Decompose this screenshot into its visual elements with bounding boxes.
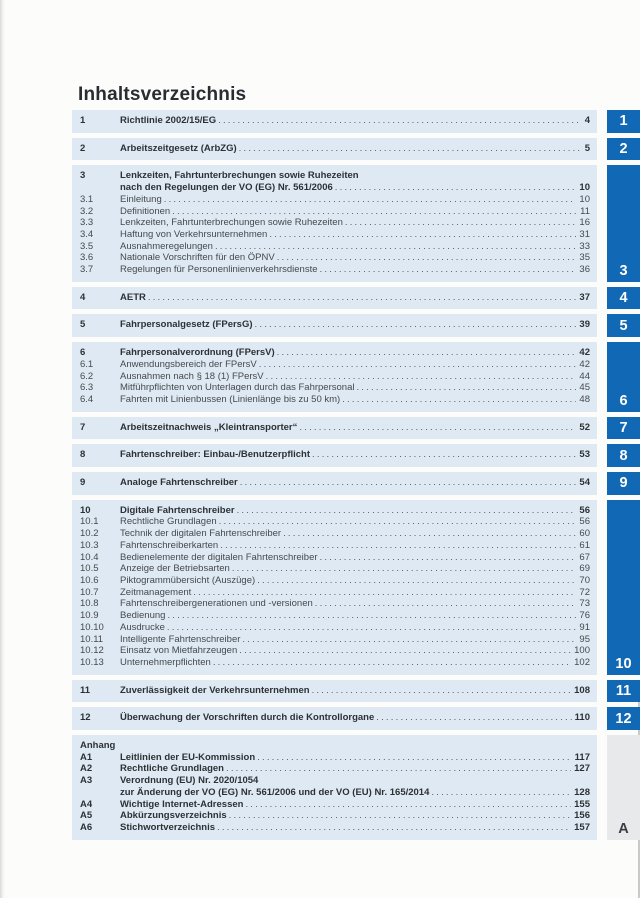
toc-entry-page: 127 [574, 763, 590, 775]
chapter-tab-A [607, 735, 640, 840]
toc-entry-row [80, 587, 590, 599]
toc-entry-row [80, 477, 590, 489]
toc-entry-page: 95 [579, 633, 590, 645]
toc-entry-number: A3 [80, 775, 93, 787]
toc-entry-label: Rechtliche Grundlagen [120, 516, 217, 528]
toc-entry-number: 3.3 [80, 217, 94, 229]
dot-leader [313, 598, 577, 610]
toc-entry-page: 48 [579, 393, 590, 405]
toc-entry-label: Einsatz von Mietfahrzeugen [120, 645, 238, 657]
toc-section-band-1 [72, 110, 597, 133]
chapter-tab-column [607, 0, 640, 898]
toc-entry-page: 10 [579, 182, 590, 194]
toc-entry-page: 16 [579, 217, 590, 229]
toc-entry-page: 117 [574, 751, 590, 763]
toc-entry-page: 155 [574, 798, 590, 810]
toc-entry-page: 31 [579, 228, 590, 240]
chapter-tab-label: 4 [619, 290, 628, 307]
toc-entry-page: 42 [579, 358, 590, 370]
dot-leader [240, 634, 576, 646]
toc-entry-row [80, 347, 590, 359]
dot-leader [230, 563, 577, 575]
chapter-tab-label: 5 [619, 317, 628, 334]
toc-entry-number: 10.3 [80, 539, 99, 551]
toc-entry-page: 35 [579, 252, 590, 264]
toc-entry-number: 9 [80, 477, 86, 489]
dot-leader [253, 319, 577, 331]
chapter-tab-5 [607, 314, 640, 337]
dot-leader [429, 787, 571, 799]
chapter-tab-label: 3 [619, 262, 628, 279]
toc-entry-label: Einleitung [120, 193, 162, 205]
toc-section-band-9 [72, 472, 597, 495]
toc-entry-label: Ausnahmeregelungen [120, 240, 213, 252]
toc-entry-row [80, 787, 590, 799]
toc-entry-label: Definitionen [120, 205, 171, 217]
dot-leader [213, 241, 576, 253]
toc-section-band-2 [72, 138, 597, 161]
toc-entry-number: 3.4 [80, 228, 94, 240]
toc-entry-row [80, 217, 590, 229]
scan-edge-left [0, 0, 5, 898]
chapter-tab-12 [607, 707, 640, 730]
toc-entry-number: 10.6 [80, 574, 99, 586]
chapter-tab-label: 10 [615, 655, 632, 672]
chapter-tab-3 [607, 165, 640, 281]
chapter-tab-9 [607, 472, 640, 495]
toc-entry-row [80, 264, 590, 276]
toc-entry-page: 157 [574, 821, 590, 833]
toc-entry-page: 69 [579, 563, 590, 575]
dot-leader [211, 657, 571, 669]
toc-entry-row [80, 516, 590, 528]
toc-entry-label: Zeitmanagement [120, 586, 192, 598]
toc-entry-page: 60 [579, 528, 590, 540]
toc-entry-number: 3.7 [80, 264, 94, 276]
toc-entry-page: 70 [579, 574, 590, 586]
chapter-tab-8 [607, 444, 640, 467]
toc-entry-page: 100 [574, 645, 590, 657]
dot-leader [216, 115, 582, 127]
toc-entry-page: 4 [584, 115, 590, 126]
toc-entry-number: 10.10 [80, 621, 104, 633]
toc-entry-label: Ausdrucke [120, 621, 165, 633]
toc-section-band-6 [72, 342, 597, 412]
chapter-tab-11 [607, 680, 640, 703]
toc-entry-number: A4 [80, 798, 93, 810]
dot-leader [215, 822, 571, 834]
toc-entry-row [80, 657, 590, 669]
toc-entry-page: 36 [579, 264, 590, 276]
toc-entry-page: 11 [580, 205, 590, 217]
toc-entry-label: Haftung von Verkehrsunternehmen [120, 228, 268, 240]
toc-section-band-10 [72, 500, 597, 675]
dot-leader [275, 252, 577, 264]
toc-entry-number: 10.11 [80, 633, 104, 645]
toc-entry-number: 6.2 [80, 370, 94, 382]
toc-entry-label: Fahrpersonalverordnung (FPersV) [120, 347, 275, 359]
toc-section-band-3 [72, 165, 597, 281]
toc-section-band-11 [72, 680, 597, 703]
toc-entry-label: Lenkzeiten, Fahrtunterbrechungen sowie Ruhezeiten [120, 170, 359, 182]
toc-entry-number: 6.4 [80, 393, 94, 405]
toc-entry-number: 5 [80, 319, 86, 331]
toc-entry-label: Abkürzungsverzeichnis [120, 810, 227, 822]
toc-entry-page: 42 [579, 347, 590, 359]
toc-entry-label: Unternehmerpflichten [120, 656, 211, 668]
toc-entry-page: 52 [579, 421, 590, 433]
toc-entry-label: Anwendungsbereich der FPersV [120, 358, 257, 370]
chapter-tab-1 [607, 110, 640, 133]
toc-entry-number: A6 [80, 821, 93, 833]
toc-entry-number: 10.4 [80, 551, 99, 563]
toc-entry-row [80, 359, 590, 371]
toc-entry-row [80, 371, 590, 383]
chapter-tab-10 [607, 500, 640, 675]
toc-entry-row [80, 752, 590, 764]
toc-entry-label: AETR [120, 291, 146, 303]
toc-entry-number: 6.3 [80, 382, 94, 394]
dot-leader [224, 763, 571, 775]
toc-entry-page: 56 [579, 504, 590, 516]
toc-entry-row [80, 540, 590, 552]
toc-entry-label: Regelungen für Personenlinienverkehrsdienste [120, 264, 318, 276]
dot-leader [235, 505, 577, 517]
toc-entry-row [80, 598, 590, 610]
toc-entry-page: 128 [574, 786, 590, 798]
dot-leader [165, 622, 577, 634]
toc-entry-row [80, 422, 590, 434]
toc-entry-row [80, 775, 590, 787]
dot-leader [237, 143, 582, 155]
toc-entry-row [80, 528, 590, 540]
toc-entry-page: 45 [579, 382, 590, 394]
toc-entry-page: 61 [579, 539, 590, 551]
toc-entry-number: 11 [80, 684, 91, 696]
toc-entry-label: Leitlinien der EU-Kommission [120, 751, 256, 763]
dot-leader [310, 685, 572, 697]
dot-leader [165, 610, 576, 622]
toc-entry-row [80, 810, 590, 822]
dot-leader [227, 810, 572, 822]
toc-entry-label: nach den Regelungen der VO (EG) Nr. 561/2006 [120, 182, 333, 194]
toc-entry-row [80, 182, 590, 194]
toc-entry-row [80, 170, 590, 182]
toc-entry-row [80, 252, 590, 264]
toc-entry-row [80, 229, 590, 241]
dot-leader [162, 194, 577, 206]
toc-entry-row [80, 822, 590, 834]
dot-leader [318, 552, 577, 564]
toc-entry-label: Arbeitszeitnachweis „Kleintransporter“ [120, 421, 298, 433]
toc-entry-label: Technik der digitalen Fahrtenschreiber [120, 528, 282, 540]
toc-entry-row [80, 610, 590, 622]
toc-entry-row [80, 206, 590, 218]
chapter-tab-label: 12 [615, 710, 632, 727]
toc-entry-page: 102 [574, 656, 590, 668]
toc-entry-row [80, 449, 590, 461]
toc-entry-label: Richtlinie 2002/15/EG [120, 115, 217, 126]
toc-entry-page: 37 [579, 291, 590, 303]
dot-leader [257, 359, 577, 371]
toc-entry-label: Mitführpflichten von Unterlagen durch das Fahrpersonal [120, 382, 355, 394]
toc-entry-number: 1 [80, 115, 86, 126]
toc-entry-label: Bedienelemente der digitalen Fahrtenschreiber [120, 551, 318, 563]
toc-entry-page: 108 [574, 684, 590, 696]
toc-list [72, 110, 597, 845]
toc-entry-number: A2 [80, 763, 93, 775]
toc-entry-number: 10.5 [80, 563, 99, 575]
toc-entry-row [80, 763, 590, 775]
toc-entry-label: Rechtliche Grundlagen [120, 763, 224, 775]
toc-entry-number: 2 [80, 142, 86, 154]
toc-entry-label: Überwachung der Vorschriften durch die Kontrollorgane [120, 712, 375, 724]
appendix-heading: Anhang [80, 740, 116, 752]
toc-entry-row [80, 115, 590, 127]
chapter-tab-label: 2 [619, 141, 628, 158]
toc-entry-number: 3.2 [80, 205, 94, 217]
toc-entry-row [80, 143, 590, 155]
dot-leader [217, 516, 577, 528]
page-title: Inhaltsverzeichnis [78, 84, 247, 105]
toc-entry-row [80, 685, 590, 697]
toc-entry-number: 3.6 [80, 252, 94, 264]
toc-entry-label: Arbeitszeitgesetz (ArbZG) [120, 142, 237, 154]
dot-leader [310, 449, 576, 461]
toc-entry-label: Fahrpersonalgesetz (FPersG) [120, 319, 253, 331]
toc-entry-row [80, 575, 590, 587]
toc-entry-number: 10.8 [80, 598, 99, 610]
toc-entry-row [80, 622, 590, 634]
toc-section-band-7 [72, 417, 597, 440]
toc-entry-label: Zuverlässigkeit der Verkehrsunternehmen [120, 684, 310, 696]
toc-entry-number: 3.5 [80, 240, 94, 252]
toc-entry-number: 10.13 [80, 656, 104, 668]
dot-leader [333, 182, 577, 194]
dot-leader [275, 347, 577, 359]
toc-entry-label: Stichwortverzeichnis [120, 821, 216, 833]
toc-entry-label: Intelligente Fahrtenschreiber [120, 633, 241, 645]
chapter-tab-6 [607, 342, 640, 412]
chapter-tab-label: 11 [615, 682, 632, 699]
chapter-tab-label: 8 [619, 447, 628, 464]
toc-entry-number: 4 [80, 291, 86, 303]
dot-leader [237, 645, 571, 657]
toc-section-band-5 [72, 314, 597, 337]
toc-entry-label: Lenkzeiten, Fahrtunterbrechungen sowie Ruhezeiten [120, 217, 343, 229]
toc-entry-number: 10 [80, 504, 91, 516]
toc-entry-page: 54 [579, 477, 590, 489]
toc-entry-number: A5 [80, 810, 93, 822]
chapter-tab-label: 6 [619, 392, 628, 409]
toc-section-band-12 [72, 707, 597, 730]
dot-leader [340, 394, 576, 406]
toc-entry-row [80, 505, 590, 517]
dot-leader [218, 540, 576, 552]
toc-entry-page: 5 [584, 142, 590, 154]
dot-leader [267, 229, 576, 241]
toc-entry-page: 39 [579, 319, 590, 331]
toc-entry-number: 10.2 [80, 528, 99, 540]
toc-entry-label: Bedienung [120, 610, 166, 622]
toc-entry-row [80, 645, 590, 657]
toc-entry-label: Ausnahmen nach § 18 (1) FPersV [120, 370, 264, 382]
chapter-tab-label: 9 [619, 475, 628, 492]
toc-entry-row [80, 241, 590, 253]
toc-entry-row [80, 634, 590, 646]
toc-entry-row [80, 563, 590, 575]
toc-entry-number: 6.1 [80, 358, 94, 370]
toc-entry-number: 10.7 [80, 586, 99, 598]
chapter-tab-7 [607, 417, 640, 440]
toc-entry-label: Nationale Vorschriften für den ÖPNV [120, 252, 275, 264]
toc-entry-number: 12 [80, 712, 91, 724]
toc-entry-page: 72 [579, 586, 590, 598]
toc-entry-label: zur Änderung der VO (EG) Nr. 561/2006 und der VO (EU) Nr. 165/2014 [120, 786, 430, 798]
toc-entry-number: 8 [80, 449, 86, 461]
chapter-tab-label: A [618, 820, 629, 837]
dot-leader [343, 217, 577, 229]
dot-leader [238, 477, 577, 489]
toc-entry-label: Verordnung (EU) Nr. 2020/1054 [120, 775, 259, 787]
toc-entry-page: 44 [579, 370, 590, 382]
toc-entry-label: Analoge Fahrtenschreiber [120, 477, 238, 489]
chapter-tab-label: 7 [619, 420, 628, 436]
chapter-tab-label: 1 [619, 113, 628, 130]
dot-leader [170, 206, 577, 218]
toc-entry-number: A1 [80, 751, 93, 763]
toc-entry-row [80, 194, 590, 206]
toc-section-band-8 [72, 444, 597, 467]
dot-leader [318, 264, 577, 276]
toc-entry-label: Piktogrammübersicht (Auszüge) [120, 574, 256, 586]
toc-entry-page: 156 [574, 810, 590, 822]
dot-leader [191, 587, 576, 599]
toc-appendix-band [72, 735, 597, 840]
toc-entry-label: Wichtige Internet-Adressen [120, 798, 244, 810]
toc-entry-label: Fahrtenschreiber: Einbau-/Benutzerpflicht [120, 449, 311, 461]
toc-entry-page: 56 [579, 516, 590, 528]
toc-entry-number: 3 [80, 170, 86, 182]
toc-entry-row [80, 382, 590, 394]
toc-entry-page: 110 [574, 712, 590, 724]
toc-entry-row [80, 552, 590, 564]
toc-section-band-4 [72, 287, 597, 310]
toc-entry-number: 6 [80, 347, 86, 359]
toc-entry-page: 76 [579, 610, 590, 622]
dot-leader [243, 799, 571, 811]
toc-entry-page: 73 [579, 598, 590, 610]
toc-entry-number: 3.1 [80, 193, 94, 205]
dot-leader [146, 292, 577, 304]
toc-entry-label: Fahrtenschreibergenerationen und -versionen [120, 598, 313, 610]
toc-entry-page: 67 [579, 551, 590, 563]
dot-leader [374, 712, 571, 724]
toc-entry-label: Digitale Fahrtenschreiber [120, 504, 235, 516]
toc-entry-row [80, 292, 590, 304]
toc-entry-page: 10 [579, 193, 590, 205]
dot-leader [354, 382, 576, 394]
dot-leader [264, 371, 577, 383]
toc-entry-row [80, 712, 590, 724]
dot-leader [255, 752, 572, 764]
toc-entry-number: 7 [80, 421, 86, 433]
toc-entry-number: 10.1 [80, 516, 99, 528]
toc-entry-page: 91 [579, 621, 590, 633]
chapter-tab-4 [607, 287, 640, 310]
appendix-heading-row [80, 740, 590, 752]
dot-leader [281, 528, 576, 540]
dot-leader [297, 422, 576, 434]
chapter-tab-2 [607, 138, 640, 161]
toc-entry-number: 10.12 [80, 645, 104, 657]
toc-entry-label: Fahrtenschreiberkarten [120, 539, 219, 551]
toc-entry-row [80, 394, 590, 406]
toc-entry-page: 33 [579, 240, 590, 252]
dot-leader [255, 575, 576, 587]
toc-entry-label: Anzeige der Betriebsarten [120, 563, 230, 575]
toc-entry-label: Fahrten mit Linienbussen (Linienlänge bis zu 50 km) [120, 393, 341, 405]
toc-entry-row [80, 799, 590, 811]
toc-entry-page: 53 [579, 449, 590, 461]
toc-entry-number: 10.9 [80, 610, 99, 622]
toc-entry-row [80, 319, 590, 331]
